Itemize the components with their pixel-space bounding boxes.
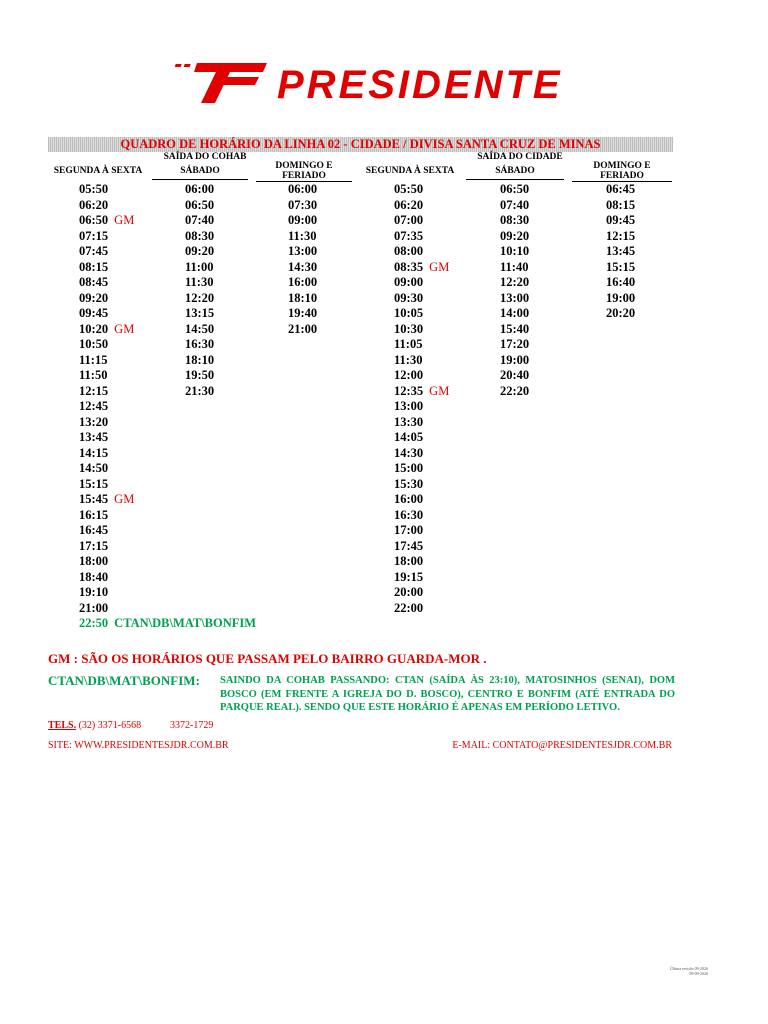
header-weekday-cidade: SEGUNDA À SEXTA	[365, 166, 455, 176]
time-value: 09:00	[394, 275, 424, 289]
time-entry	[394, 213, 449, 229]
tels-label: TELS.	[48, 720, 77, 731]
time-entry	[185, 213, 214, 229]
time-entry	[79, 291, 256, 307]
time-value: 18:10	[185, 352, 215, 367]
time-value: 10:50	[79, 337, 109, 351]
time-entry	[394, 477, 449, 493]
time-entry	[79, 275, 256, 291]
time-entry	[185, 275, 214, 291]
phone-1[interactable]: (32) 3371-6568	[78, 720, 142, 731]
time-entry	[185, 198, 214, 214]
time-entry	[606, 275, 635, 291]
time-value: 09:45	[606, 213, 636, 227]
time-entry	[185, 353, 214, 369]
time-entry	[185, 182, 214, 198]
time-value: 20:40	[500, 368, 530, 382]
time-value: 14:15	[79, 445, 109, 460]
time-value: 18:00	[394, 554, 424, 568]
time-entry	[394, 570, 449, 586]
time-value: 09:00	[288, 213, 318, 227]
time-value: 14:30	[394, 445, 424, 460]
time-value: 19:15	[394, 569, 424, 584]
time-entry	[185, 322, 214, 338]
time-value: 07:35	[394, 228, 424, 243]
time-entry	[394, 601, 449, 617]
time-value: 16:40	[606, 275, 636, 289]
time-entry	[500, 368, 529, 384]
time-value: 08:00	[394, 244, 424, 258]
time-value: 21:00	[79, 600, 109, 615]
time-value: 12:35	[394, 383, 424, 398]
time-entry	[394, 198, 449, 214]
time-entry	[500, 260, 529, 276]
time-entry	[606, 244, 635, 260]
cohab-sunday-column	[288, 182, 317, 337]
time-entry	[394, 523, 449, 539]
time-entry	[394, 291, 449, 307]
time-entry	[79, 446, 256, 462]
header-box-saturday-cidade	[466, 161, 564, 180]
time-entry	[79, 182, 256, 198]
cidade-saturday-column	[500, 182, 529, 399]
time-entry	[185, 260, 214, 276]
time-value: 14:50	[185, 321, 215, 336]
time-entry	[288, 322, 317, 338]
time-value: 11:15	[79, 352, 108, 367]
time-value: 06:00	[288, 182, 318, 196]
header-sunday-cidade-1: DOMINGO E	[593, 161, 651, 171]
time-value: 06:50	[79, 213, 109, 227]
time-value: 12:20	[185, 290, 215, 305]
time-entry	[500, 213, 529, 229]
time-entry	[79, 477, 256, 493]
time-value: 18:40	[79, 569, 109, 584]
time-value: 06:50	[500, 182, 530, 196]
email-link[interactable]: E-MAIL: CONTATO@PRESIDENTESJDR.COM.BR	[452, 740, 672, 751]
time-value: 10:10	[500, 244, 530, 258]
header-sunday-cohab-2: FERIADO	[282, 171, 326, 181]
time-entry	[500, 384, 529, 400]
ctan-marker: CTAN\DB\MAT\BONFIM	[114, 616, 257, 630]
time-value: 10:20	[79, 321, 109, 336]
time-value: 13:45	[79, 430, 109, 444]
time-value: 13:20	[79, 414, 109, 429]
time-entry	[394, 337, 449, 353]
time-value: 20:00	[394, 585, 424, 599]
time-entry	[500, 229, 529, 245]
time-value: 13:00	[394, 399, 424, 413]
time-value: 11:40	[500, 259, 529, 274]
time-value: 11:30	[185, 275, 214, 289]
time-entry	[288, 291, 317, 307]
time-entry	[394, 260, 449, 276]
ctan-label: CTAN\DB\MAT\BONFIM:	[48, 673, 200, 688]
page-title: QUADRO DE HORÁRIO DA LINHA 02 - CIDADE / DIVISA SANTA CRUZ DE MINAS	[120, 137, 601, 151]
time-value: 16:00	[288, 275, 318, 289]
time-entry	[79, 585, 256, 601]
time-value: 13:15	[185, 306, 215, 320]
time-value: 09:20	[185, 244, 215, 258]
time-value: 21:30	[185, 383, 215, 398]
time-entry	[394, 182, 449, 198]
time-entry	[185, 384, 214, 400]
time-entry	[79, 570, 256, 586]
time-entry	[79, 260, 256, 276]
time-value: 19:40	[288, 306, 318, 320]
time-entry	[394, 353, 449, 369]
time-entry	[500, 337, 529, 353]
time-value: 15:40	[500, 321, 530, 336]
time-entry	[500, 353, 529, 369]
time-value: 17:20	[500, 337, 530, 351]
time-value: 06:00	[185, 182, 215, 196]
time-entry	[500, 182, 529, 198]
cidade-sunday-column	[606, 182, 635, 322]
time-value: 17:45	[394, 538, 424, 553]
time-entry	[394, 446, 449, 462]
time-value: 07:00	[394, 213, 424, 227]
time-entry	[394, 585, 449, 601]
time-entry	[500, 275, 529, 291]
time-entry	[394, 508, 449, 524]
time-value: 08:30	[185, 228, 215, 243]
gm-marker: GM	[114, 213, 135, 227]
header-saturday-cidade: SÁBADO	[495, 166, 535, 176]
time-value: 08:15	[606, 197, 636, 212]
time-value: 13:00	[288, 244, 318, 258]
time-entry	[79, 368, 256, 384]
time-entry	[185, 306, 214, 322]
time-entry	[606, 198, 635, 214]
time-entry	[79, 353, 256, 369]
time-value: 13:30	[394, 414, 424, 429]
time-entry	[185, 337, 214, 353]
gm-note: GM : SÃO OS HORÁRIOS QUE PASSAM PELO BAIRRO GUARDA-MOR .	[48, 651, 487, 666]
time-value: 06:50	[185, 197, 215, 212]
time-value: 22:20	[500, 383, 530, 398]
time-value: 17:15	[79, 538, 109, 553]
time-value: 21:00	[288, 321, 318, 336]
time-value: 13:00	[500, 290, 530, 305]
time-value: 08:30	[500, 213, 530, 227]
time-value: 09:20	[79, 290, 109, 305]
time-value: 22:50	[79, 616, 109, 630]
time-entry	[500, 322, 529, 338]
time-entry	[79, 539, 256, 555]
time-entry	[79, 601, 256, 617]
time-entry	[394, 399, 449, 415]
time-value: 11:05	[394, 337, 423, 351]
revision-line-1: Última revisão 09-2026	[670, 966, 708, 971]
time-entry	[394, 554, 449, 570]
time-entry	[79, 508, 256, 524]
title-bar	[48, 137, 673, 152]
time-entry	[500, 291, 529, 307]
time-entry	[606, 260, 635, 276]
time-value: 05:50	[394, 182, 424, 196]
header-saturday-cohab: SÁBADO	[180, 166, 220, 176]
time-entry	[394, 275, 449, 291]
time-entry	[79, 430, 256, 446]
time-value: 05:50	[79, 182, 109, 196]
header-box-sunday-cidade	[572, 161, 672, 182]
time-value: 19:00	[500, 352, 530, 367]
time-value: 14:50	[79, 461, 109, 475]
time-entry	[79, 306, 256, 322]
time-value: 14:05	[394, 430, 424, 444]
time-value: 08:35	[394, 259, 424, 274]
time-entry	[606, 229, 635, 245]
time-entry	[606, 182, 635, 198]
time-value: 07:40	[500, 197, 530, 212]
time-entry	[185, 244, 214, 260]
time-entry	[79, 198, 256, 214]
header-sunday-cidade-2: FERIADO	[600, 171, 644, 181]
time-entry	[288, 182, 317, 198]
time-value: 16:30	[394, 507, 424, 522]
time-value: 09:45	[79, 306, 109, 320]
time-value: 15:45	[79, 492, 109, 506]
time-entry	[79, 492, 256, 508]
time-value: 11:30	[394, 352, 423, 367]
time-entry	[394, 415, 449, 431]
time-value: 08:45	[79, 275, 109, 289]
time-entry	[288, 229, 317, 245]
time-value: 16:15	[79, 507, 109, 522]
time-value: 16:30	[185, 337, 215, 351]
time-value: 07:40	[185, 213, 215, 227]
phone-2[interactable]: 3372-1729	[170, 720, 214, 731]
time-value: 20:20	[606, 306, 636, 320]
time-entry	[394, 539, 449, 555]
presidente-logo	[175, 55, 595, 110]
time-entry	[79, 384, 256, 400]
time-entry	[394, 322, 449, 338]
time-entry	[185, 368, 214, 384]
time-entry	[500, 306, 529, 322]
time-value: 09:20	[500, 228, 530, 243]
time-entry	[288, 244, 317, 260]
time-entry	[394, 244, 449, 260]
time-entry	[79, 213, 256, 229]
time-entry	[394, 461, 449, 477]
time-value: 11:00	[185, 259, 214, 274]
time-value: 06:20	[79, 197, 109, 212]
time-entry	[606, 306, 635, 322]
time-entry	[394, 492, 449, 508]
time-value: 09:30	[394, 290, 424, 305]
ctan-description: SAINDO DA COHAB PASSANDO: CTAN (SAÍDA ÀS 23:10), MATOSINHOS (SENAI), DOM BOSCO (EM FRENTE A IGREJA DO D. BOSCO), CENTRO E BONFIM (ATÉ ENTRADA DO PARQUE REAL). SENDO QUE ESTE HORÁRIO É APENAS EM PERÍODO LETIVO.	[220, 675, 675, 713]
group-cidade: SAÍDA DO CIDADE	[477, 152, 563, 162]
time-value: 06:20	[394, 197, 424, 212]
time-entry	[288, 213, 317, 229]
time-entry	[79, 229, 256, 245]
time-value: 18:00	[79, 554, 109, 568]
time-value: 12:15	[79, 383, 109, 398]
gm-marker: GM	[429, 383, 450, 398]
time-value: 12:20	[500, 275, 530, 289]
time-value: 15:15	[606, 259, 636, 274]
time-entry	[394, 306, 449, 322]
cohab-saturday-column	[185, 182, 214, 399]
time-value: 08:15	[79, 259, 109, 274]
time-entry	[394, 384, 449, 400]
revision-footnote	[670, 966, 708, 976]
time-entry	[79, 523, 256, 539]
gm-marker: GM	[114, 321, 135, 336]
time-entry	[185, 291, 214, 307]
time-entry	[79, 461, 256, 477]
time-value: 19:00	[606, 290, 636, 305]
time-value: 12:45	[79, 399, 109, 413]
time-value: 13:45	[606, 244, 636, 258]
time-value: 11:30	[288, 228, 317, 243]
time-entry	[79, 616, 256, 632]
header-weekday-cohab: SEGUNDA À SEXTA	[53, 166, 143, 176]
time-entry	[288, 198, 317, 214]
time-entry	[79, 415, 256, 431]
gm-marker: GM	[429, 259, 450, 274]
time-entry	[79, 337, 256, 353]
time-entry	[185, 229, 214, 245]
time-entry	[394, 368, 449, 384]
time-entry	[79, 322, 256, 338]
cidade-weekday-column	[394, 182, 449, 616]
time-entry	[500, 244, 529, 260]
time-value: 15:30	[394, 476, 424, 491]
time-value: 12:15	[606, 228, 636, 243]
website-link[interactable]: SITE: WWW.PRESIDENTESJDR.COM.BR	[48, 740, 229, 751]
gm-marker: GM	[114, 492, 135, 506]
time-entry	[288, 260, 317, 276]
time-value: 06:45	[606, 182, 636, 196]
time-value: 14:00	[500, 306, 530, 320]
group-cohab: SAÍDA DO COHAB	[163, 152, 247, 162]
revision-line-2: 09-09-2026	[689, 971, 708, 976]
time-value: 19:10	[79, 585, 109, 599]
time-value: 10:30	[394, 321, 424, 336]
time-value: 07:30	[288, 197, 318, 212]
time-value: 17:00	[394, 523, 424, 537]
time-value: 18:10	[288, 290, 318, 305]
time-entry	[288, 275, 317, 291]
time-value: 15:15	[79, 476, 109, 491]
time-entry	[288, 306, 317, 322]
time-entry	[500, 198, 529, 214]
time-entry	[79, 244, 256, 260]
time-entry	[79, 554, 256, 570]
time-entry	[394, 430, 449, 446]
time-value: 19:50	[185, 368, 215, 382]
time-value: 11:50	[79, 368, 108, 382]
time-value: 07:45	[79, 244, 109, 258]
time-value: 16:45	[79, 523, 109, 537]
time-entry	[606, 291, 635, 307]
time-entry	[606, 213, 635, 229]
header-box-saturday-cohab	[152, 161, 248, 180]
time-value: 15:00	[394, 461, 424, 475]
time-entry	[79, 399, 256, 415]
time-value: 22:00	[394, 600, 424, 615]
time-entry	[394, 229, 449, 245]
time-value: 10:05	[394, 306, 424, 320]
header-box-sunday-cohab	[256, 161, 352, 182]
time-value: 07:15	[79, 228, 109, 243]
time-value: 12:00	[394, 368, 424, 382]
header-sunday-cohab-1: DOMINGO E	[275, 161, 333, 171]
cohab-weekday-column	[79, 182, 256, 632]
time-value: 16:00	[394, 492, 424, 506]
time-value: 14:30	[288, 259, 318, 274]
phone-line	[48, 720, 141, 731]
brand-name: PRESIDENTE	[277, 63, 563, 107]
